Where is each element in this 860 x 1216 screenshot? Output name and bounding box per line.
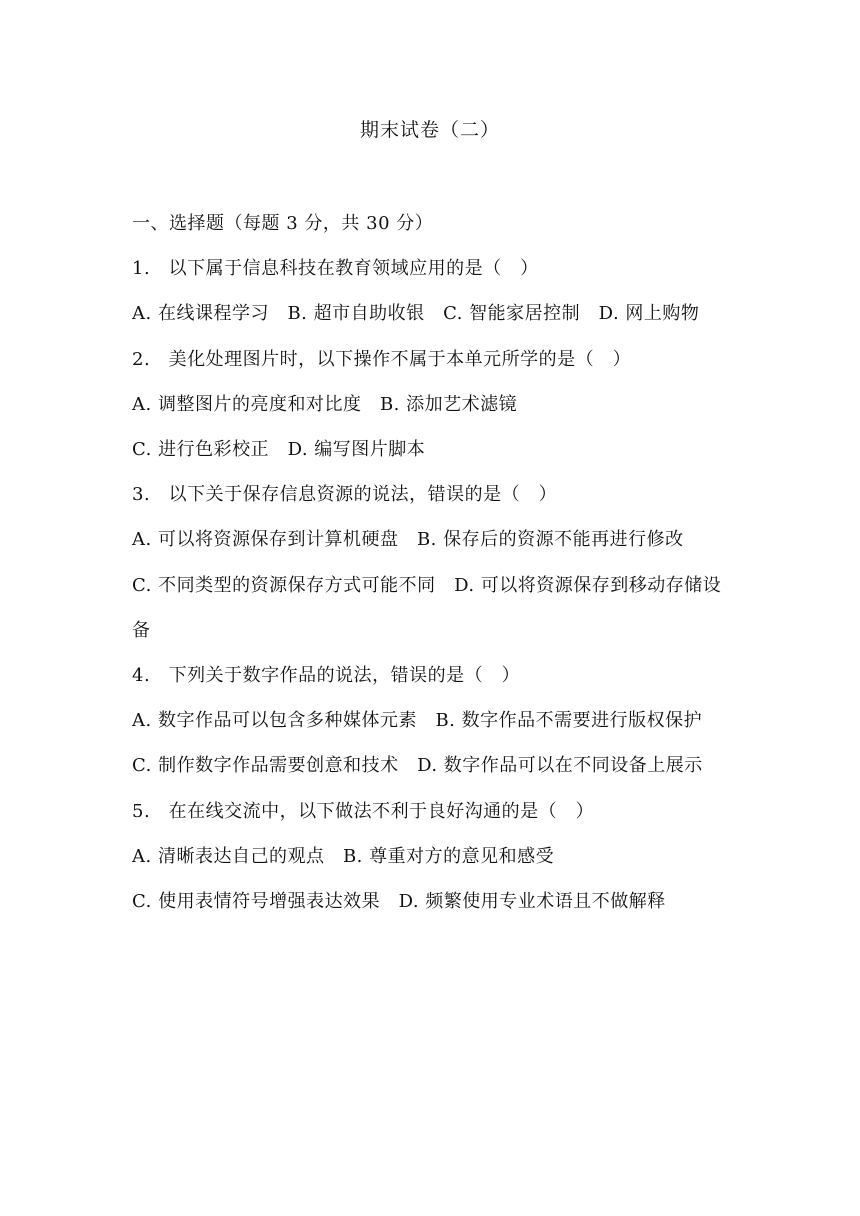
question-3 bbox=[132, 472, 732, 653]
question-stem: 3. 以下关于保存信息资源的说法，错误的是（ ） bbox=[132, 484, 558, 506]
answer-options: A. 调整图片的亮度和对比度 B. 添加艺术滤镜 bbox=[132, 393, 518, 415]
answer-options: A. 可以将资源保存到计算机硬盘 B. 保存后的资源不能再进行修改 bbox=[132, 529, 684, 551]
question-stem: 2. 美化处理图片时，以下操作不属于本单元所学的是（ ） bbox=[132, 348, 632, 370]
answer-options: C. 制作数字作品需要创意和技术 D. 数字作品可以在不同设备上展示 bbox=[132, 755, 703, 777]
answer-options: C. 使用表情符号增强表达效果 D. 频繁使用专业术语且不做解释 bbox=[132, 891, 666, 913]
question-stem: 4. 下列关于数字作品的说法，错误的是（ ） bbox=[132, 665, 521, 687]
question-section bbox=[132, 201, 732, 924]
question-stem: 1. 以下属于信息科技在教育领域应用的是（ ） bbox=[132, 258, 539, 280]
question-2 bbox=[132, 337, 732, 473]
question-1 bbox=[132, 246, 732, 336]
answer-options: A. 清晰表达自己的观点 B. 尊重对方的意见和感受 bbox=[132, 845, 555, 867]
answer-options: C. 不同类型的资源保存方式可能不同 D. 可以将资源保存到移动存储设备 bbox=[132, 574, 722, 641]
question-stem: 5. 在在线交流中，以下做法不利于良好沟通的是（ ） bbox=[132, 800, 595, 822]
question-5 bbox=[132, 789, 732, 925]
answer-options: C. 进行色彩校正 D. 编写图片脚本 bbox=[132, 439, 426, 461]
answer-options: A. 数字作品可以包含多种媒体元素 B. 数字作品不需要进行版权保护 bbox=[132, 710, 703, 732]
answer-options: A. 在线课程学习 B. 超市自助收银 C. 智能家居控制 D. 网上购物 bbox=[132, 303, 700, 325]
section-heading: 一、选择题（每题 3 分，共 30 分） bbox=[132, 213, 434, 234]
page-title: 期末试卷（二） bbox=[359, 119, 500, 141]
question-4 bbox=[132, 653, 732, 789]
